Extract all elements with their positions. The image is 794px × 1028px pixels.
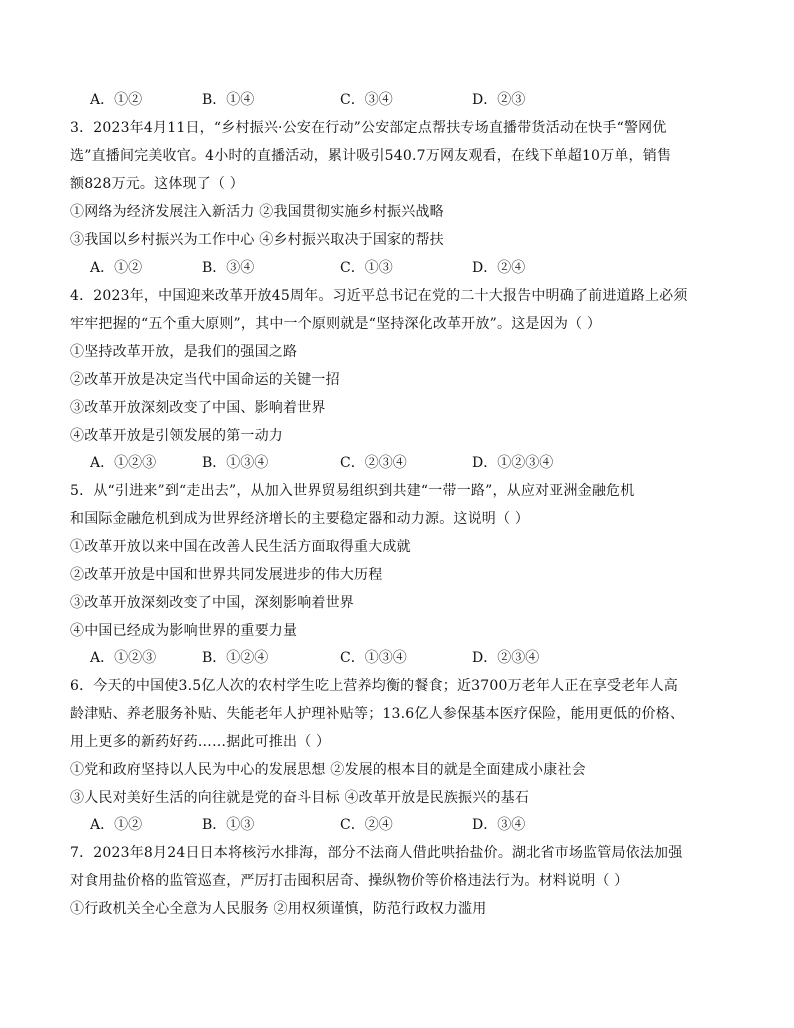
- q5-option-b[interactable]: B．①②④: [202, 650, 269, 666]
- q3-statement-1: ①网络为经济发展注入新活力 ②我国贯彻实施乡村振兴战略: [70, 204, 444, 220]
- q4-option-b[interactable]: B．①③④: [202, 455, 269, 471]
- q6-statement-2: ③人民对美好生活的向往就是党的奋斗目标 ④改革开放是民族振兴的基石: [70, 790, 530, 806]
- q4-statement-3: ③改革开放深刻改变了中国、影响着世界: [70, 400, 326, 416]
- q7-stem-line-1: 7．2023年8月24日日本将核污水排海，部分不法商人借此哄抬盐价。湖北省市场监管局依法加强: [70, 845, 683, 861]
- q2-options: [90, 90, 610, 110]
- q4-statement-2: ②改革开放是决定当代中国命运的关键一招: [70, 372, 340, 388]
- q2-option-b[interactable]: B．①④: [202, 92, 255, 108]
- q5-stem-line-1: 5．从“引进来”到“走出去”，从加入世界贸易组织到共建“一带一路”，从应对亚洲金融危机: [70, 483, 635, 499]
- q4-stem-line-1: 4．2023年，中国迎来改革开放45周年。习近平总书记在党的二十大报告中明确了前进道路上必须: [70, 288, 688, 304]
- q3-option-d[interactable]: D．②④: [472, 260, 526, 276]
- q6-stem-line-2: 龄津贴、养老服务补贴、失能老年人护理补贴等；13.6亿人参保基本医疗保险，能用更低的价格、: [70, 706, 685, 722]
- q3-option-c[interactable]: C．①③: [340, 260, 393, 276]
- q5-option-c[interactable]: C．①③④: [340, 650, 407, 666]
- q6-statement-1: ①党和政府坚持以人民为中心的发展思想 ②发展的根本目的就是全面建成小康社会: [70, 762, 586, 778]
- q6-option-c[interactable]: C．②④: [340, 817, 393, 833]
- q3-stem-line-3: 额828万元。这体现了（ ）: [70, 176, 244, 192]
- q3-options: [90, 258, 610, 278]
- q6-stem-line-3: 用上更多的新药好药……据此可推出（ ）: [70, 734, 331, 750]
- q3-stem-line-2: 选”直播间完美收官。4小时的直播活动，累计吸引540.7万网友观看，在线下单超10万单，销售: [70, 148, 672, 164]
- q3-option-a[interactable]: A．①②: [90, 260, 143, 276]
- q6-option-b[interactable]: B．①③: [202, 817, 255, 833]
- q5-option-d[interactable]: D．②③④: [472, 650, 540, 666]
- q4-statement-1: ①坚持改革开放，是我们的强国之路: [70, 344, 298, 360]
- q3-option-b[interactable]: B．③④: [202, 260, 255, 276]
- q5-stem-line-2: 和国际金融危机到成为世界经济增长的主要稳定器和动力源。这说明（ ）: [70, 511, 530, 527]
- q4-option-d[interactable]: D．①②③④: [472, 455, 554, 471]
- q6-options: [90, 815, 610, 835]
- q4-stem-line-2: 牢牢把握的“五个重大原则”，其中一个原则就是“坚持深化改革开放”。这是因为（ ）: [70, 316, 602, 332]
- q4-option-a[interactable]: A．①②③: [90, 455, 157, 471]
- q2-option-a[interactable]: A．①②: [90, 92, 143, 108]
- q5-statement-4: ④中国已经成为影响世界的重要力量: [70, 623, 298, 639]
- q4-statement-4: ④改革开放是引领发展的第一动力: [70, 428, 283, 444]
- q6-option-d[interactable]: D．③④: [472, 817, 526, 833]
- q3-statement-2: ③我国以乡村振兴为工作中心 ④乡村振兴取决于国家的帮扶: [70, 232, 444, 248]
- q5-option-a[interactable]: A．①②③: [90, 650, 157, 666]
- q3-stem-line-1: 3．2023年4月11日，“乡村振兴·公安在行动”公安部定点帮扶专场直播带货活动在快手“警网优: [70, 120, 667, 136]
- q2-option-d[interactable]: D．②③: [472, 92, 526, 108]
- q4-option-c[interactable]: C．②③④: [340, 455, 407, 471]
- q5-options: [90, 648, 610, 668]
- q4-options: [90, 453, 610, 473]
- q6-option-a[interactable]: A．①②: [90, 817, 143, 833]
- q7-stem-line-2: 对食用盐价格的监管巡查，严厉打击囤积居奇、操纵物价等价格违法行为。材料说明（ ）: [70, 873, 629, 889]
- q7-statement-1: ①行政机关全心全意为人民服务 ②用权须谨慎，防范行政权力滥用: [70, 901, 487, 917]
- q2-option-c[interactable]: C．③④: [340, 92, 393, 108]
- q5-statement-2: ②改革开放是中国和世界共同发展进步的伟大历程: [70, 567, 383, 583]
- q5-statement-1: ①改革开放以来中国在改善人民生活方面取得重大成就: [70, 539, 411, 555]
- q5-statement-3: ③改革开放深刻改变了中国，深刻影响着世界: [70, 595, 354, 611]
- q6-stem-line-1: 6．今天的中国使3.5亿人次的农村学生吃上营养均衡的餐食；近3700万老年人正在享受老年人高: [70, 678, 678, 694]
